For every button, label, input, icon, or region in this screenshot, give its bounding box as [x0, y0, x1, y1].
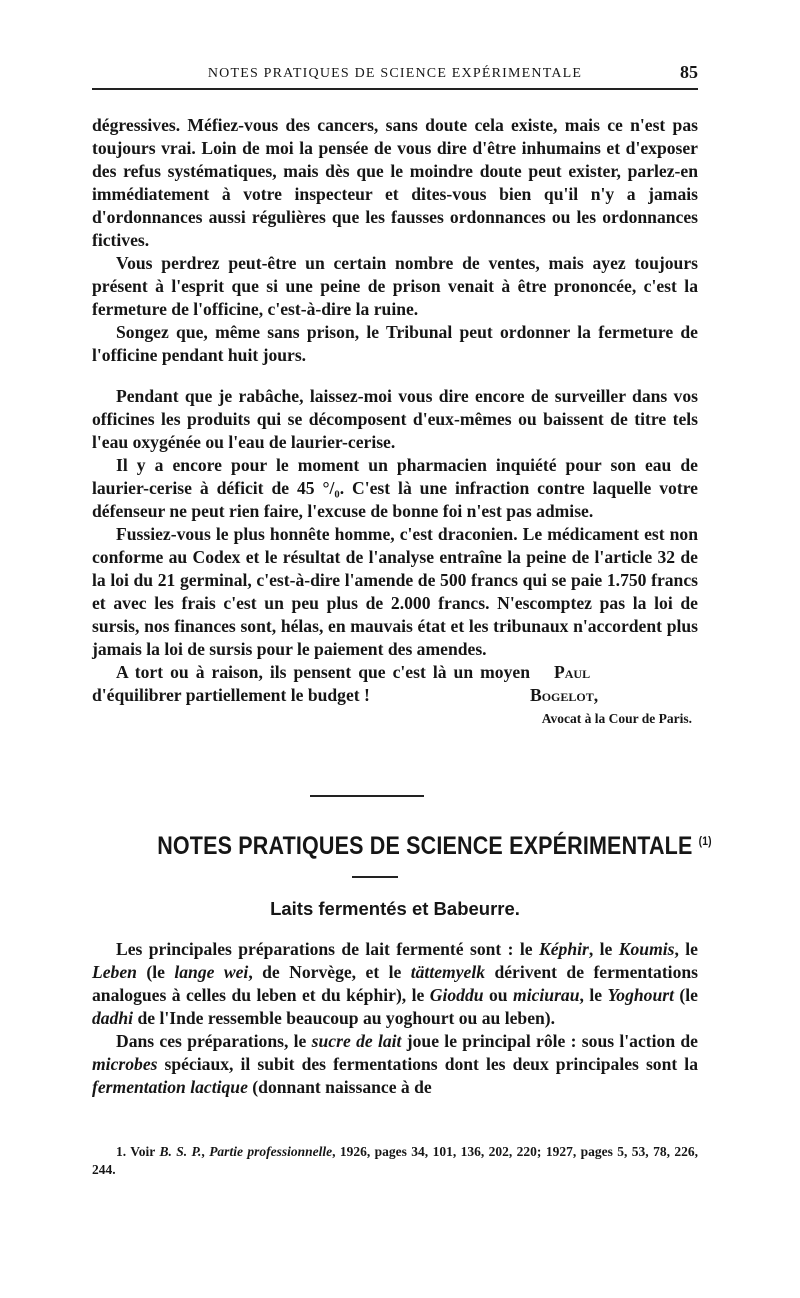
- paragraph: Songez que, même sans prison, le Tribunal peut ordonner la fermeture de l'officine pendant huit jours.: [92, 322, 698, 365]
- footnote: 1. Voir B. S. P., Partie professionnelle, 1926, pages 34, 101, 136, 202, 220; 1927, pages 5, 53, 78, 226, 244.: [92, 1144, 698, 1177]
- article-fermented-milks: [92, 938, 698, 1099]
- page-header: [92, 62, 698, 90]
- title-underline: [352, 876, 398, 878]
- section-divider: [310, 795, 424, 797]
- running-head: NOTES PRATIQUES DE SCIENCE EXPÉRIMENTALE: [207, 66, 583, 81]
- article-legal-advice: [92, 114, 698, 730]
- paragraph: Les principales préparations de lait fermenté sont : le Képhir, le Koumis, le Leben (le lange wei, de Norvège, et le tättemyelk dérivent de fermentations analogues à celles du leben et du képhir), le Gioddu ou miciurau, le Yoghourt (le dadhi de l'Inde ressemble beaucoup au yoghourt ou au leben).: [92, 939, 698, 1028]
- paragraph-closing: [92, 661, 698, 707]
- paragraph: Dans ces préparations, le sucre de lait joue le principal rôle : sous l'action de microbes spéciaux, il subit des fermentations dont les deux principales sont la fermentation lactique (donnant naissance à de: [92, 1031, 698, 1097]
- paragraph: Fussiez-vous le plus honnête homme, c'est draconien. Le médicament est non conforme au Codex et le résultat de l'analyse entraîne la peine de l'article 32 de la loi du 21 germinal, c'est-à-dire l'amende de 500 francs qui se paie 1.750 francs et avec les frais c'est un peu plus de 2.000 francs. N'escomptez pas la loi de sursis, nos finances sont, hélas, en mauvais état et les tribunaux n'accordent plus jamais la loi de sursis pour le paiement des amendes.: [92, 524, 698, 659]
- author-signature: Paul Bogelot,: [529, 662, 599, 705]
- page-number: 85: [680, 62, 698, 82]
- author-affiliation: Avocat à la Cour de Paris.: [541, 711, 692, 726]
- closing-text: A tort ou à raison, ils pensent que c'est là un moyen d'équilibrer partiellement le budget !: [92, 662, 530, 705]
- paragraph: Vous perdrez peut-être un certain nombre de ventes, mais ayez toujours présent à l'esprit que si une peine de prison venait à être prononcée, c'est la fermeture de l'officine, c'est-à-dire la ruine.: [92, 253, 698, 319]
- section-title: [157, 832, 712, 861]
- paragraph: Pendant que je rabâche, laissez-moi vous dire encore de surveiller dans vos officines les produits qui se décomposent d'eux-mêmes ou baissent de titre tels l'eau oxygénée ou l'eau de laurier-cerise.: [92, 386, 698, 452]
- section-subtitle: Laits fermentés et Babeurre.: [270, 898, 520, 919]
- paragraph: dégressives. Méfiez-vous des cancers, sans doute cela existe, mais ce n'est pas toujours vrai. Loin de moi la pensée de vous dire d'être inhumains et d'exposer des refus systématiques, mais dès que le moindre doute peut exister, parlez-en immédiatement à votre inspecteur et dites-vous bien qu'il n'y a jamais d'ordonnances aussi régulières que les fausses ordonnances ou les ordonnances fictives.: [92, 115, 698, 250]
- paragraph: Il y a encore pour le moment un pharmacien inquiété pour son eau de laurier-cerise à déficit de 45 °/₀. C'est là une infraction contre laquelle votre défenseur ne peut rien faire, l'excuse de bonne foi n'est pas admise.: [92, 455, 698, 521]
- footnote-marker: (1): [698, 834, 712, 848]
- section-title-text: NOTES PRATIQUES DE SCIENCE EXPÉRIMENTALE: [157, 832, 693, 860]
